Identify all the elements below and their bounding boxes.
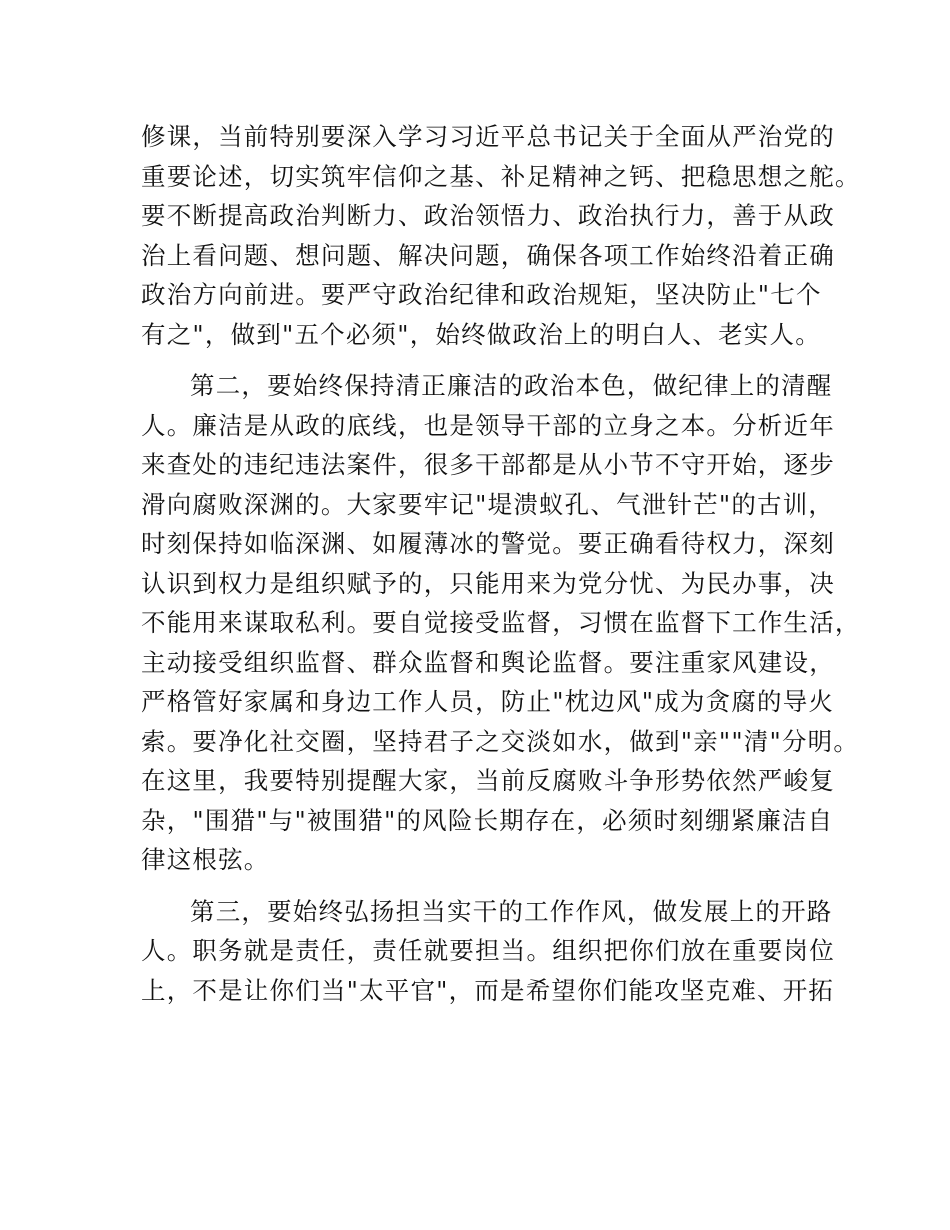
text-line: 时刻保持如临深渊、如履薄冰的警觉。要正确看待权力，深刻 [141, 529, 835, 558]
document-page [141, 117, 861, 1010]
text-line: 来查处的违纪违法案件，很多干部都是从小节不守开始，逐步 [141, 450, 835, 479]
text-line: 不能用来谋取私利。要自觉接受监督，习惯在监督下工作生活， [141, 608, 861, 637]
text-line: 重要论述，切实筑牢信仰之基、补足精神之钙、把稳思想之舵。 [141, 161, 861, 191]
text-line: 在这里，我要特别提醒大家，当前反腐败斗争形势依然严峻复 [141, 766, 835, 795]
text-line: 人。廉洁是从政的底线，也是领导干部的立身之本。分析近年 [141, 410, 835, 440]
text-line: 人。职务就是责任，责任就要担当。组织把你们放在重要岗位 [141, 936, 835, 965]
text-line: 有之"，做到"五个必须"，始终做政治上的明白人、老实人。 [141, 319, 821, 349]
text-line: 上，不是让你们当"太平官"，而是希望你们能攻坚克难、开拓 [141, 975, 835, 1005]
text-line: 要不断提高政治判断力、政治领悟力、政治执行力，善于从政 [141, 201, 835, 230]
text-line-first: 第三，要始终弘扬担当实干的工作作风，做发展上的开路 [190, 896, 833, 926]
paragraph-spacer [141, 354, 823, 366]
text-line: 认识到权力是组织赋予的，只能用来为党分忧、为民办事，决 [141, 568, 835, 598]
text-line: 严格管好家属和身边工作人员，防止"枕边风"成为贪腐的导火 [141, 687, 835, 716]
text-line: 治上看问题、想问题、解决问题，确保各项工作始终沿着正确 [141, 240, 835, 270]
paragraph-2 [141, 366, 861, 880]
paragraph-spacer [141, 880, 823, 892]
text-line: 杂，"围猎"与"被围猎"的风险长期存在，必须时刻绷紧廉洁自 [141, 805, 834, 835]
text-line: 主动接受组织监督、群众监督和舆论监督。要注重家风建设， [141, 647, 835, 677]
paragraph-1 [141, 117, 861, 354]
text-line: 修课，当前特别要深入学习习近平总书记关于全面从严治党的 [141, 122, 835, 151]
text-line: 索。要净化社交圈，坚持君子之交淡如水，做到"亲""清"分明。 [141, 726, 860, 756]
text-line: 政治方向前进。要严守政治纪律和政治规矩，坚决防止"七个 [141, 280, 822, 309]
paragraph-3 [141, 892, 835, 1011]
text-line: 律这根弦。 [141, 845, 270, 874]
text-line: 滑向腐败深渊的。大家要牢记"堤溃蚁孔、气泄针芒"的古训， [141, 489, 835, 519]
text-line-first: 第二，要始终保持清正廉洁的政治本色，做纪律上的清醒 [190, 371, 833, 400]
